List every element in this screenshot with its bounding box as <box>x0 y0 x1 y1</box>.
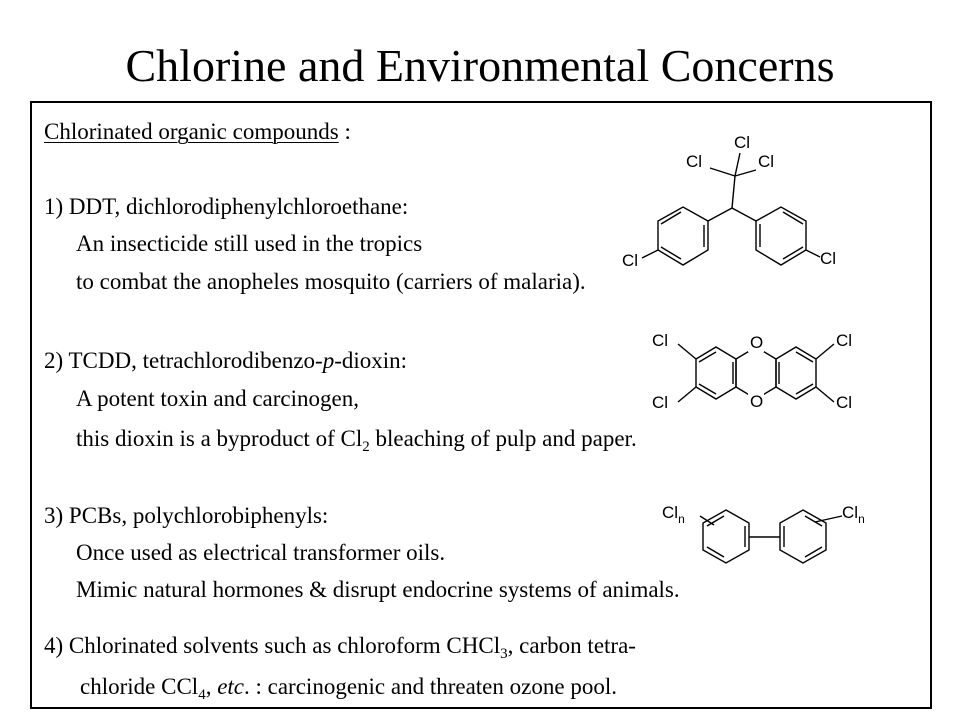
ddt-heading: 1) DDT, dichlorodiphenylchloroethane: <box>44 194 409 219</box>
tcdd-line-2-subscript: 2 <box>362 439 370 455</box>
section-heading-text: Chlorinated organic compounds <box>44 119 339 144</box>
solvents-line-1-prefix: 4) Chlorinated solvents such as chloroform CHCl <box>44 633 501 658</box>
ddt-line-1: An insecticide still used in the tropics <box>76 231 423 256</box>
ddt-line-2: to combat the anopheles mosquito (carriers of malaria). <box>76 269 586 294</box>
tcdd-o-label: O <box>750 392 764 411</box>
pcb-heading: 3) PCBs, polychlorobiphenyls: <box>44 503 329 528</box>
pcb-cl-text: Cl <box>662 503 679 522</box>
tcdd-structure <box>646 322 906 422</box>
ddt-structure-svg <box>620 126 850 276</box>
pcb-cl-subscript: n <box>678 512 685 526</box>
ddt-cl-label: Cl <box>686 152 703 171</box>
solvents-line-2-italic: etc <box>217 674 244 699</box>
tcdd-line-2 <box>76 425 637 453</box>
pcb-cl-label <box>662 503 685 526</box>
pcb-line-1: Once used as electrical transformer oils. <box>76 540 446 565</box>
pcb-structure <box>650 492 890 582</box>
tcdd-cl-label: Cl <box>836 393 853 412</box>
solvents-line-1-subscript: 3 <box>500 646 508 662</box>
slide-title: Chlorine and Environmental Concerns <box>125 40 835 91</box>
ddt-cl-label: Cl <box>734 133 751 152</box>
section-heading-colon: : <box>338 119 351 144</box>
tcdd-structure-svg <box>646 322 906 422</box>
solvents-line-1-suffix: , carbon tetra- <box>507 633 636 658</box>
tcdd-cl-label: Cl <box>836 331 853 350</box>
solvents-line-2 <box>80 673 617 701</box>
tcdd-line-2-suffix: bleaching of pulp and paper. <box>369 426 637 451</box>
tcdd-line-2-prefix: this dioxin is a byproduct of Cl <box>76 426 363 451</box>
ddt-structure <box>620 126 850 276</box>
solvents-line-1 <box>44 632 636 660</box>
section-heading <box>44 118 351 146</box>
tcdd-heading-suffix: -dioxin: <box>334 348 408 373</box>
tcdd-o-label: O <box>750 333 764 352</box>
ddt-cl-label: Cl <box>820 249 837 268</box>
pcb-line-2: Mimic natural hormones & disrupt endocrine systems of animals. <box>76 577 680 602</box>
tcdd-cl-label: Cl <box>652 331 669 350</box>
tcdd-heading <box>44 347 407 375</box>
pcb-cl-text: Cl <box>842 503 859 522</box>
solvents-line-2-suffix: . : carcinogenic and threaten ozone pool. <box>244 674 617 699</box>
pcb-cl-label <box>842 503 865 526</box>
pcb-structure-svg <box>650 492 890 582</box>
tcdd-heading-italic: p <box>322 348 335 373</box>
tcdd-cl-label: Cl <box>652 393 669 412</box>
tcdd-line-1: A potent toxin and carcinogen, <box>76 386 359 411</box>
solvents-line-2-subscript: 4 <box>198 687 206 703</box>
solvents-line-2-prefix: chloride CCl <box>80 674 199 699</box>
pcb-cl-subscript: n <box>858 512 865 526</box>
ddt-cl-label: Cl <box>758 152 775 171</box>
tcdd-heading-prefix: 2) TCDD, tetrachlorodibenzo- <box>44 348 323 373</box>
solvents-line-2-comma: , <box>205 674 218 699</box>
ddt-cl-label: Cl <box>622 251 639 270</box>
